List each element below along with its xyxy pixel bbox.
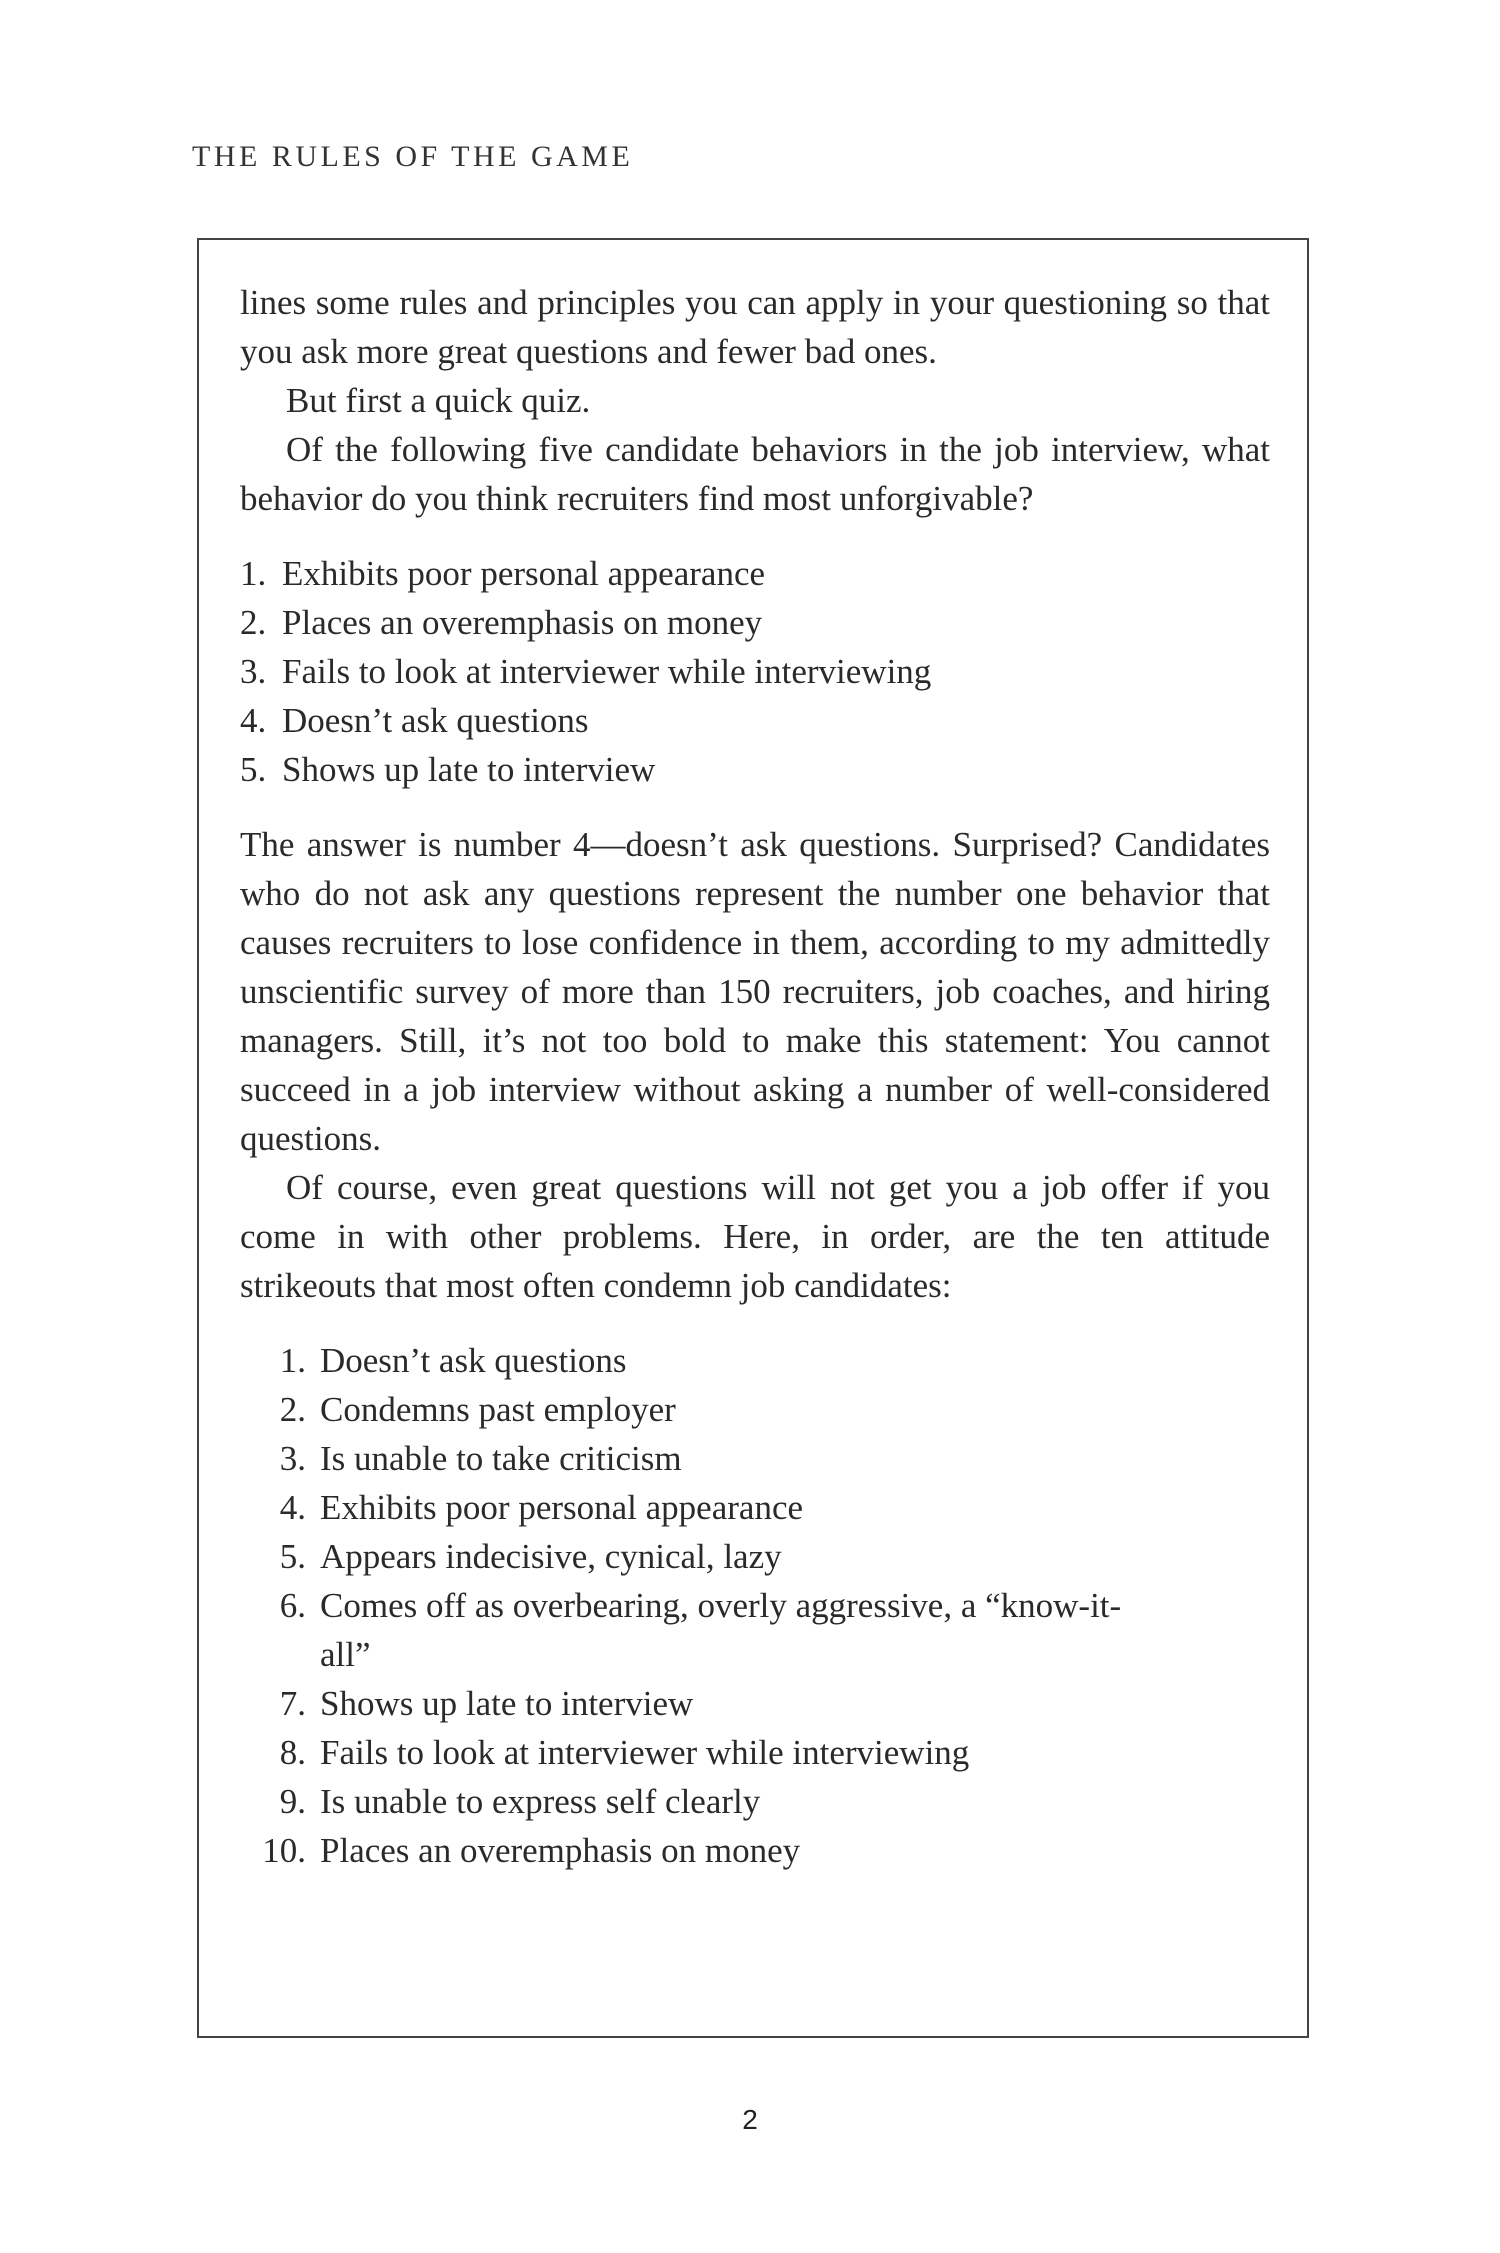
answer-paragraph: The answer is number 4—doesn’t ask questions. Surprised? Candidates who do not ask any questions represent the number one behavior that causes recruiters to lose confidence in them, according to my admittedly unscientific survey of more than 150 recruiters, job coaches, and hiring managers. Still, it’s not too bold to make this statement: You cannot succeed in a job interview without asking a number of well-considered questions. — [240, 825, 1270, 1158]
list-item-text: Places an overemphasis on money — [320, 1831, 801, 1870]
list-item-number: 2. — [240, 603, 267, 642]
strikeouts-list — [240, 1336, 1270, 1875]
list-item-text: Shows up late to interview — [320, 1684, 694, 1723]
answer-paragraph: Of course, even great questions will not get you a job offer if you come in with other problems. Here, in order, are the ten attitude strikeouts that most often condemn job candidates: — [240, 1168, 1270, 1305]
list-item — [240, 1434, 1270, 1483]
list-item — [240, 745, 1270, 794]
list-item-number: 7. — [279, 1684, 306, 1723]
list-item-number: 5. — [240, 750, 267, 789]
list-item-text: Comes off as overbearing, overly aggressive, a “know-it-all” — [320, 1586, 1122, 1674]
list-item-text: Doesn’t ask questions — [320, 1341, 627, 1380]
list-item — [240, 1336, 1270, 1385]
list-item — [240, 1679, 1270, 1728]
list-item — [240, 1728, 1270, 1777]
list-item-text: Appears indecisive, cynical, lazy — [320, 1537, 782, 1576]
list-item-number: 4. — [240, 701, 267, 740]
list-item — [240, 549, 1270, 598]
list-item-number: 10. — [262, 1831, 306, 1870]
list-item-text: Is unable to express self clearly — [320, 1782, 761, 1821]
list-item-number: 4. — [279, 1488, 306, 1527]
list-item-number: 8. — [279, 1733, 306, 1772]
list-item — [240, 647, 1270, 696]
list-item-number: 5. — [279, 1537, 306, 1576]
running-head: THE RULES OF THE GAME — [192, 140, 634, 173]
list-item-number: 3. — [279, 1439, 306, 1478]
list-item — [240, 1385, 1270, 1434]
list-item-number: 6. — [279, 1586, 306, 1625]
list-item — [240, 1826, 1270, 1875]
list-item — [240, 1532, 1270, 1581]
list-item-text: Places an overemphasis on money — [282, 603, 763, 642]
list-item-text: Condemns past employer — [320, 1390, 676, 1429]
list-item-text: Is unable to take criticism — [320, 1439, 682, 1478]
list-item-number: 1. — [240, 554, 267, 593]
intro-paragraph: lines some rules and principles you can apply in your questioning so that you ask more great questions and fewer bad ones. — [240, 283, 1270, 371]
list-item-text: Fails to look at interviewer while interviewing — [282, 652, 932, 691]
quiz-list — [240, 549, 1270, 794]
list-item — [240, 696, 1270, 745]
list-item-number: 2. — [279, 1390, 306, 1429]
page-number: 2 — [742, 2104, 758, 2135]
list-item — [240, 1777, 1270, 1826]
list-item-text: Fails to look at interviewer while interviewing — [320, 1733, 970, 1772]
list-item-text: Exhibits poor personal appearance — [320, 1488, 804, 1527]
list-item-number: 1. — [279, 1341, 306, 1380]
list-item — [240, 1581, 1270, 1679]
list-item — [240, 1483, 1270, 1532]
list-item-number: 9. — [279, 1782, 306, 1821]
intro-paragraph: But first a quick quiz. — [286, 381, 591, 420]
quiz-question: Of the following five candidate behaviors in the job interview, what behavior do you think recruiters find most unforgivable? — [240, 430, 1270, 518]
list-item-text: Doesn’t ask questions — [282, 701, 589, 740]
list-item-text: Shows up late to interview — [282, 750, 656, 789]
list-item-number: 3. — [240, 652, 267, 691]
list-item-text: Exhibits poor personal appearance — [282, 554, 766, 593]
list-item — [240, 598, 1270, 647]
content-box — [240, 278, 1270, 1875]
